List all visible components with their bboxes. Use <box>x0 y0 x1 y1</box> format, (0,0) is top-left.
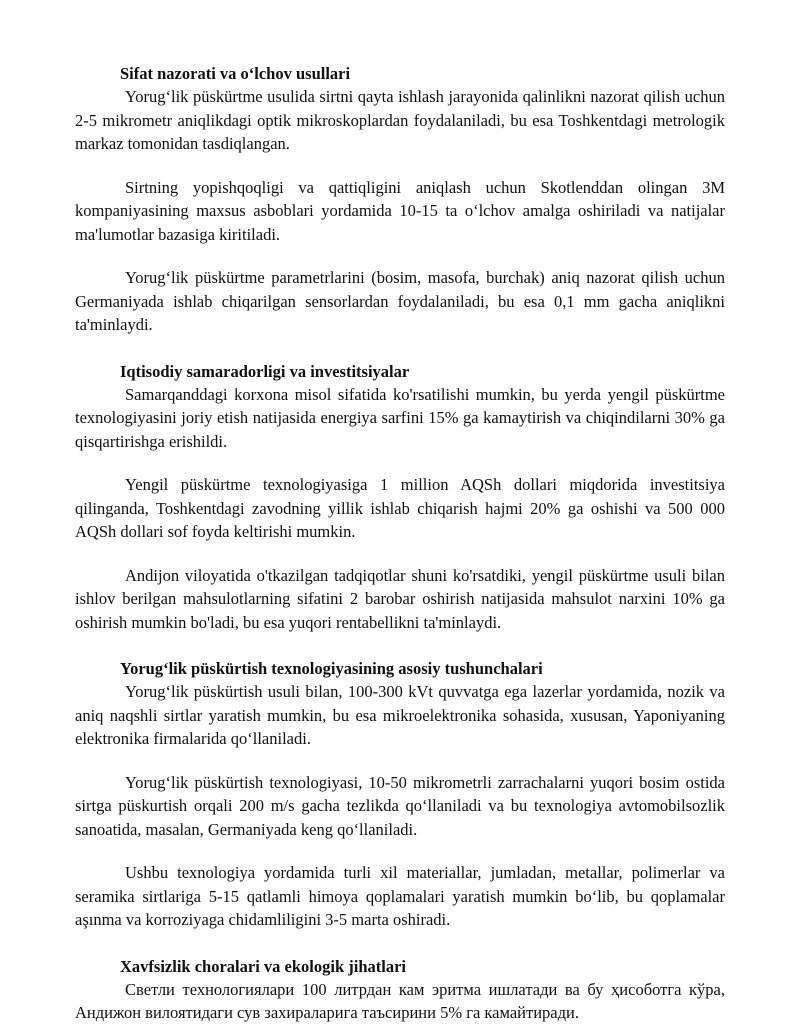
paragraph: Andijon viloyatida o'tkazilgan tadqiqotlar shuni ko'rsatdiki, yengil püskürtme usuli bilan ishlov berilgan mahsulotlarning sifatini 2 barobar oshirish natijasida mahsulot narxini 10% ga oshirish mumkin bo'ladi, bu esa yuqori rentabellikni ta'minlaydi. <box>75 565 725 632</box>
paragraph: Yorug‘lik püskürtish texnologiyasi, 10-50 mikrometrli zarrachalarni yuqori bosim ostida sirtga püskurtish orqali 200 m/s gacha tezlikda qo‘llaniladi va bu texnologiya avtomobilsozlik sanoatida, masalan, Germaniyada keng qo‘llaniladi. <box>75 772 725 839</box>
paragraph: Yorug‘lik püskürtish usuli bilan, 100-300 kVt quvvatga ega lazerlar yordamida, nozik va aniq naqshli sirtlar yaratish mumkin, bu esa mikroelektronika sohasida, xususan, Yaponiyaning elektronika firmalarida qo‘llaniladi. <box>75 682 725 748</box>
paragraph: Samarqanddagi korxona misol sifatida ko'rsatilishi mumkin, bu yerda yengil püskürtme texnologiyasini joriy etish natijasida energiya sarfini 15% ga kamaytirish va chiqindilarni 30% ga qisqartirishga erishildi. <box>75 384 725 451</box>
paragraph: Sirtning yopishqoqligi va qattiqligini aniqlash uchun Skotlenddan olingan 3M kompaniyasining maxsus asboblari yordamida 10-15 ta o‘lchov amalga oshiriladi va natijalar ma'lumotlar bazasiga kiritiladi. <box>75 177 725 244</box>
section-heading-economic-efficiency: Iqtisodiy samaradorligi va investitsiyalar <box>120 361 410 381</box>
paragraph: Светли технологиялари 100 литрдан кам эритма ишлатади ва бу ҳисоботга кўра, Андижон вилоятидаги сув захираларига таъсирини 5% га камайтиради. <box>75 979 725 1022</box>
section-heading-quality-control: Sifat nazorati va o‘lchov usullari <box>120 64 351 83</box>
paragraph: Yengil püskürtme texnologiyasiga 1 million AQSh dollari miqdorida investitsiya qilinganda, Toshkentdagi zavodning yillik ishlab chiqarish hajmi 20% ga oshishi va 500 000 AQSh dollari sof foyda keltirishi mumkin. <box>75 475 725 541</box>
paragraph: Ushbu texnologiya yordamida turli xil materiallar, jumladan, metallar, polimerlar va seramika sirtlariga 5-15 qatlamli himoya qoplamalari yaratish mumkin bo‘lib, bu qoplamalar aşınma va korroziyaga chidamliligini 3-5 marta oshiradi. <box>75 863 725 929</box>
section-heading-basic-concepts: Yorug‘lik püskürtish texnologiyasining asosiy tushunchalari <box>120 659 543 678</box>
paragraph: Yorug‘lik püskürtme usulida sirtni qayta ishlash jarayonida qalinlikni nazorat qilish uchun 2-5 mikrometr aniqlikdagi optik mikroskoplardan foydalaniladi, bu esa Toshkentdagi metrologik markaz tomonidan tasdiqlangan. <box>75 87 725 153</box>
section-heading-safety-ecology: Xavfsizlik choralari va ekologik jihatlari <box>120 956 406 976</box>
paragraph: Yorug‘lik püskürtme parametrlarini (bosim, masofa, burchak) aniq nazorat qilish uchun Germaniyada ishlab chiqarilgan sensorlardan foydalaniladi, bu esa 0,1 mm gacha aniqlikni ta'minlaydi. <box>75 268 725 334</box>
